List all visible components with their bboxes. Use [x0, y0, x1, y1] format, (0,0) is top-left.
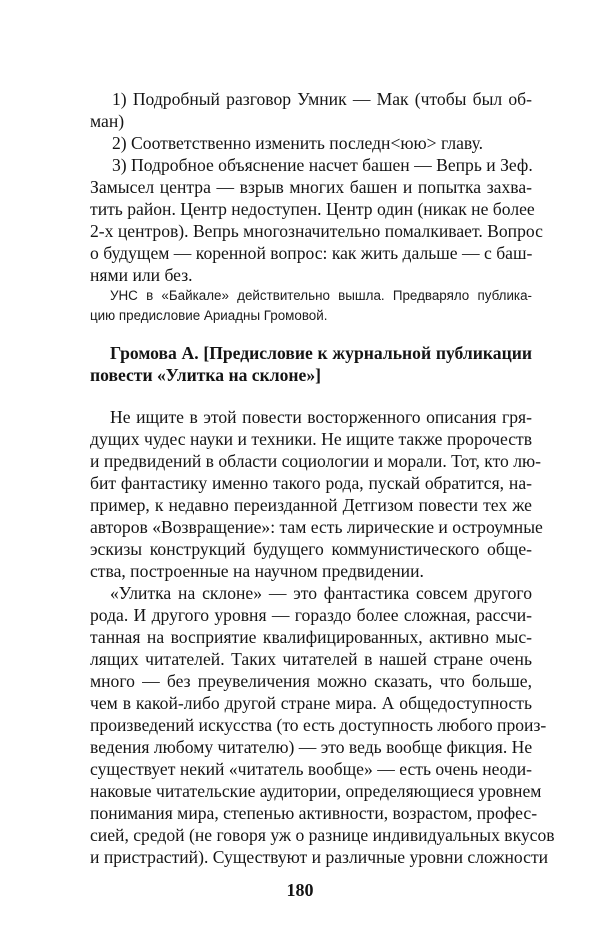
- text-line: бит фантастику именно такого рода, пускай обратится, на-: [90, 473, 532, 493]
- text-line: ман): [90, 111, 125, 131]
- heading-line: Громова А. [Предисловие к журнальной публикации: [110, 343, 532, 363]
- text-line: ства, построенные на научном предвидении.: [90, 561, 424, 581]
- text-line: и пристрастий). Существуют и различные уровни сложности: [90, 847, 549, 867]
- text-line: «Улитка на склоне» — это фантастика совсем другого: [110, 583, 532, 603]
- text-line: тить район. Центр недоступен. Центр один (никак не более: [90, 199, 535, 219]
- text-line: эскизы конструкций будущего коммунистического обще-: [90, 539, 532, 559]
- text-line: о будущем — коренной вопрос: как жить дальше — с баш-: [90, 243, 533, 263]
- text-line: рода. И другого уровня — гораздо более сложная, рассчи-: [90, 605, 532, 625]
- heading-line: повести «Улитка на склоне»]: [90, 365, 321, 385]
- text-line: нями или без.: [90, 265, 193, 285]
- text-line: ведения любому читателю) — это ведь вообще фикция. Не: [90, 737, 533, 757]
- text-line: дущих чудес науки и техники. Не ищите также пророчеств: [90, 429, 532, 449]
- text-line: танная на восприятие квалифицированных, активно мыс-: [90, 627, 532, 647]
- text-line: Не ищите в этой повести восторженного описания гря-: [110, 407, 532, 427]
- page-number: 180: [286, 880, 314, 900]
- note-line: цию предисловие Ариадны Громовой.: [90, 308, 328, 323]
- text-line: существует некий «читатель вообще» — есть очень неоди-: [90, 759, 532, 779]
- text-line: сией, средой (не говоря уж о разнице индивидуальных вкусов: [90, 825, 555, 845]
- text-line: пример, к недавно переизданной Детгизом повести тех же: [90, 495, 532, 515]
- text-line: 3) Подробное объяснение насчет башен — Вепрь и Зеф.: [112, 155, 533, 175]
- text-line: 2) Соответственно изменить последн<юю> главу.: [112, 133, 484, 153]
- text-line: Замысел центра — взрыв многих башен и попытка захва-: [90, 177, 532, 197]
- text-line: чем в какой-либо другой стране мира. А общедоступность: [90, 693, 532, 713]
- text-line: авторов «Возвращение»: там есть лирические и остроумные: [90, 517, 543, 537]
- text-line: наковые читательские аудитории, определяющиеся уровнем: [90, 781, 542, 801]
- text-line: произведений искусства (то есть доступность любого произ-: [90, 715, 547, 735]
- text-line: 1) Подробный разговор Умник — Мак (чтобы был об-: [112, 89, 532, 109]
- text-line: 2-х центров). Вепрь многозначительно помалкивает. Вопрос: [90, 221, 543, 241]
- text-line: много — без преувеличения можно сказать, что больше,: [90, 671, 532, 691]
- text-line: понимания мира, степенью активности, возрастом, профес-: [90, 803, 538, 823]
- note-line: УНС в «Байкале» действительно вышла. Предваряло публика-: [110, 288, 532, 303]
- text-line: лящих читателей. Таких читателей в нашей стране очень: [90, 649, 532, 669]
- text-line: и предвидений в области социологии и морали. Тот, кто лю-: [90, 451, 542, 471]
